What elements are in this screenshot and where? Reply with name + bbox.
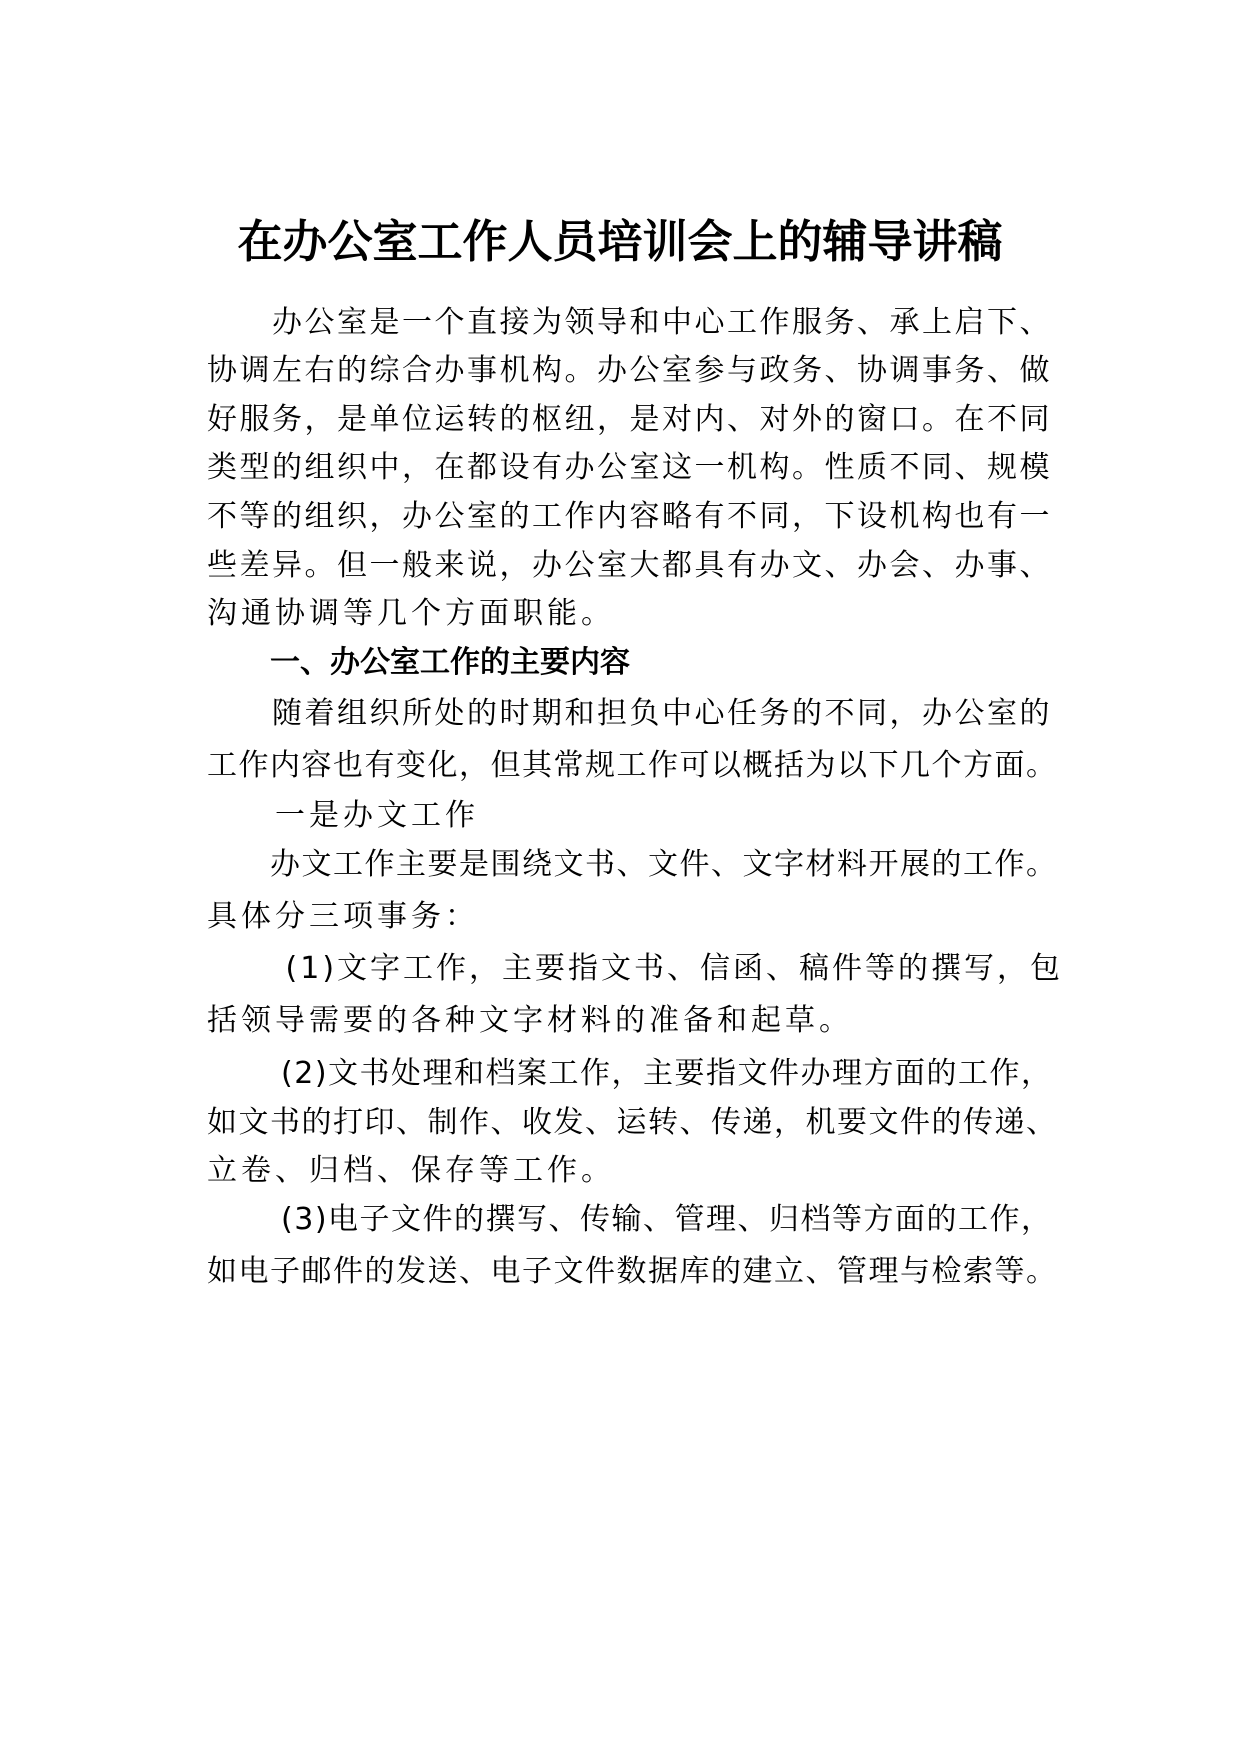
intro-line-2: 协调左右的综合办事机构。办公室参与政务、协调事务、做 (207, 353, 1052, 388)
item-2-line-3: 立卷、归档、保存等工作。 (207, 1153, 615, 1188)
section-line-2: 工作内容也有变化，但其常规工作可以概括为以下几个方面。 (207, 748, 1058, 783)
item-2-line-2: 如文书的打印、制作、收发、运转、传递，机要文件的传递、 (207, 1105, 1058, 1140)
section-line-1: 随着组织所处的时期和担负中心任务的不同，办公室的 (207, 696, 1052, 731)
intro-line-7: 沟通协调等几个方面职能。 (207, 596, 615, 631)
item-1-line-1: (1)文字工作，主要指文书、信函、稿件等的撰写，包 (207, 951, 1064, 986)
page-title: 在办公室工作人员培训会上的辅导讲稿 (237, 215, 1003, 268)
intro-line-3: 好服务，是单位运转的枢纽，是对内、对外的窗口。在不同 (207, 402, 1052, 437)
intro-line-4: 类型的组织中，在都设有办公室这一机构。性质不同、规模 (207, 450, 1052, 485)
subsection-title: 一是办文工作 (207, 798, 479, 833)
item-2-line-1: (2)文书处理和档案工作，主要指文件办理方面的工作， (207, 1056, 1053, 1091)
subsection-line-1: 办文工作主要是围绕文书、文件、文字材料开展的工作。 (207, 847, 1058, 882)
intro-line-6: 些差异。但一般来说，办公室大都具有办文、办会、办事、 (207, 548, 1052, 583)
subsection-line-2: 具体分三项事务： (207, 899, 479, 934)
intro-line-1: 办公室是一个直接为领导和中心工作服务、承上启下、 (207, 305, 1052, 340)
item-3-line-2: 如电子邮件的发送、电子文件数据库的建立、管理与检索等。 (207, 1254, 1058, 1289)
item-3-line-1: (3)电子文件的撰写、传输、管理、归档等方面的工作， (207, 1202, 1053, 1237)
intro-line-5: 不等的组织，办公室的工作内容略有不同，下设机构也有一 (207, 499, 1052, 534)
item-1-line-2: 括领导需要的各种文字材料的准备和起草。 (207, 1003, 853, 1038)
section-heading: 一、办公室工作的主要内容 (270, 645, 630, 680)
